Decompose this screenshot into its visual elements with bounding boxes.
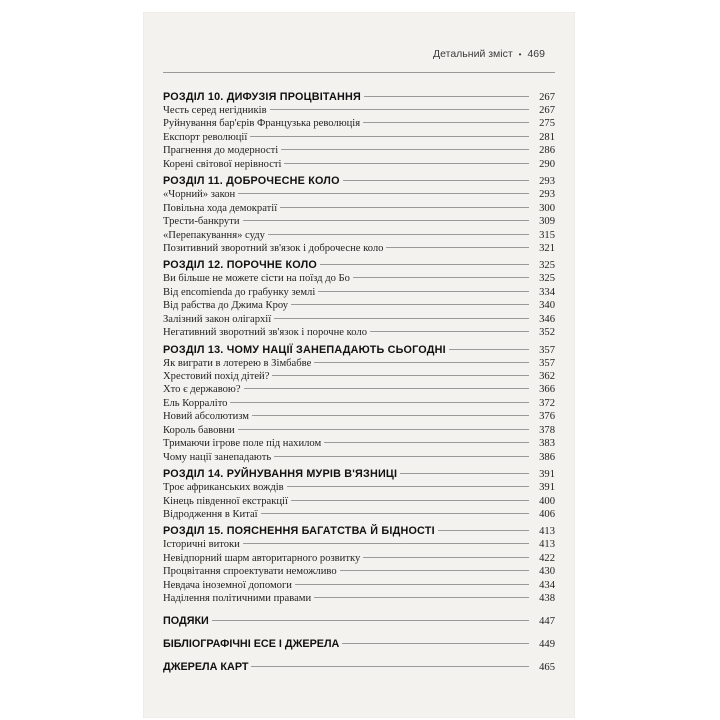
leader-line: [363, 557, 529, 558]
leader-line: [268, 234, 529, 235]
toc-section-page: 378: [539, 424, 555, 436]
leader-line: [270, 109, 529, 110]
toc-section-page: 309: [539, 216, 555, 228]
toc-section-page: 281: [539, 131, 555, 143]
leader-line: [449, 349, 529, 350]
toc-section-title: Хто є державою?: [163, 384, 241, 396]
toc-back-matter: [163, 637, 555, 652]
leader-line: [353, 277, 529, 278]
toc-section-title: Невдача іноземної допомоги: [163, 579, 292, 591]
toc-chapter-title: РОЗДІЛ 12. ПОРОЧНЕ КОЛО: [163, 259, 317, 272]
toc-chapter-title: РОЗДІЛ 11. ДОБРОЧЕСНЕ КОЛО: [163, 175, 340, 188]
toc-section-page: 406: [539, 508, 555, 520]
toc-section-page: 362: [539, 371, 555, 382]
leader-line: [342, 643, 529, 644]
toc-section: [163, 508, 555, 521]
toc-section-title: Відродження в Китаї: [163, 508, 258, 520]
leader-line: [212, 620, 529, 621]
toc-chapter: [163, 343, 555, 357]
leader-line: [438, 530, 529, 531]
toc-section: [163, 229, 555, 242]
table-of-contents: [163, 90, 555, 675]
leader-line: [400, 473, 529, 474]
leader-line: [291, 304, 529, 305]
leader-line: [314, 362, 529, 363]
toc-section-title: Від encomienda до грабунку землі: [163, 286, 316, 298]
toc-section-title: Кінець південної екстракції: [163, 495, 288, 507]
toc-back-matter: [163, 660, 555, 675]
toc-section-title: Від рабства до Джима Кроу: [163, 300, 289, 312]
leader-line: [281, 149, 529, 150]
toc-section-title: Повільна хода демократії: [163, 202, 278, 214]
toc-section-title: Негативний зворотний зв'язок і порочне коло: [163, 327, 367, 339]
toc-section: [163, 202, 555, 215]
toc-back-matter: [163, 614, 555, 629]
leader-line: [230, 402, 529, 403]
toc-section: [163, 299, 555, 312]
toc-section-page: 413: [539, 539, 555, 551]
toc-section-title: Ви більше не можете сісти на поїзд до Бо: [163, 273, 350, 285]
leader-line: [238, 429, 529, 430]
toc-section-title: Троє африканських вождів: [163, 482, 284, 494]
toc-chapter-page: 357: [539, 344, 555, 356]
toc-section-page: 300: [539, 202, 555, 214]
toc-section: [163, 481, 555, 494]
running-title: Детальний зміст: [433, 48, 513, 60]
toc-section-page: 366: [539, 384, 555, 396]
toc-section-title: «Перепакування» суду: [163, 229, 265, 241]
toc-section-page: 352: [539, 327, 555, 339]
toc-section-title: Невідпорний шарм авторитарного розвитку: [163, 552, 361, 564]
toc-section: [163, 397, 555, 410]
toc-section: [163, 131, 555, 144]
toc-back-matter-page: 465: [539, 661, 555, 673]
toc-section-title: Залізний закон олігархії: [163, 313, 272, 325]
leader-line: [252, 415, 529, 416]
toc-section-page: 315: [539, 229, 555, 241]
toc-section-page: 438: [539, 593, 555, 605]
leader-line: [251, 666, 529, 667]
leader-line: [364, 96, 529, 97]
toc-section: [163, 242, 555, 255]
toc-section-title: Руйнування бар'єрів Французька революція: [163, 118, 361, 130]
toc-section-title: Честь серед негідників: [163, 105, 267, 116]
leader-line: [250, 136, 529, 137]
toc-section: [163, 424, 555, 437]
toc-section-title: Як виграти в лотерею в Зімбабве: [163, 357, 312, 369]
leader-line: [386, 247, 529, 248]
toc-section: [163, 495, 555, 508]
toc-section-title: Прагнення до модерності: [163, 145, 279, 157]
leader-line: [343, 180, 529, 181]
toc-back-matter-title: ДЖЕРЕЛА КАРТ: [163, 660, 249, 673]
leader-line: [243, 220, 529, 221]
toc-section: [163, 552, 555, 565]
toc-chapter-page: 293: [539, 176, 555, 188]
toc-section-title: «Чорний» закон: [163, 189, 236, 201]
toc-section-title: Тримаючи ігрове поле під нахилом: [163, 438, 322, 450]
leader-line: [291, 500, 529, 501]
leader-line: [314, 597, 529, 598]
toc-section: [163, 313, 555, 326]
leader-line: [320, 264, 529, 265]
toc-section: [163, 410, 555, 423]
toc-section: [163, 158, 555, 171]
toc-section-title: Історичні витоки: [163, 539, 240, 551]
toc-chapter: [163, 90, 555, 104]
leader-line: [363, 122, 529, 123]
toc-section-page: 340: [539, 300, 555, 312]
leader-line: [284, 163, 529, 164]
leader-line: [243, 543, 529, 544]
leader-line: [274, 318, 529, 319]
toc-back-matter-page: 447: [539, 615, 555, 627]
leader-line: [238, 193, 529, 194]
toc-section-page: 400: [539, 495, 555, 507]
separator-dot: •: [518, 49, 522, 59]
toc-section-page: 275: [539, 118, 555, 130]
toc-section: [163, 565, 555, 578]
toc-section-title: Позитивний зворотний зв'язок і доброчесне коло: [163, 242, 384, 254]
leader-line: [261, 513, 529, 514]
leader-line: [272, 375, 529, 376]
toc-section: [163, 451, 555, 464]
toc-chapter-page: 391: [539, 469, 555, 481]
page-number: 469: [527, 48, 545, 60]
leader-line: [287, 486, 529, 487]
toc-section-page: 386: [539, 451, 555, 463]
toc-section: [163, 538, 555, 551]
running-head: [433, 48, 545, 60]
toc-back-matter-title: ПОДЯКИ: [163, 614, 209, 627]
toc-section: [163, 286, 555, 299]
toc-section: [163, 272, 555, 285]
toc-back-matter-page: 449: [539, 638, 555, 650]
toc-section-page: 430: [539, 566, 555, 578]
toc-section-page: 372: [539, 397, 555, 409]
toc-section: [163, 215, 555, 228]
toc-section-page: 391: [539, 482, 555, 494]
toc-section: [163, 188, 555, 201]
toc-section-page: 434: [539, 579, 555, 591]
toc-section-page: 267: [539, 105, 555, 116]
toc-chapter-title: РОЗДІЛ 13. ЧОМУ НАЦІЇ ЗАНЕПАДАЮТЬ СЬОГОДНІ: [163, 343, 446, 356]
toc-section: [163, 383, 555, 396]
header-rule: [163, 72, 555, 73]
toc-section-title: Хрестовий похід дітей?: [163, 371, 270, 382]
book-page: [143, 12, 575, 718]
leader-line: [295, 584, 529, 585]
toc-section-page: 325: [539, 273, 555, 285]
toc-section-page: 376: [539, 411, 555, 423]
toc-section: [163, 326, 555, 339]
toc-section-page: 321: [539, 242, 555, 254]
toc-back-matter-title: БІБЛІОГРАФІЧНІ ЕСЕ І ДЖЕРЕЛА: [163, 637, 340, 650]
toc-chapter: [163, 174, 555, 188]
toc-chapter: [163, 258, 555, 272]
toc-section-title: Наділення політичними правами: [163, 593, 312, 605]
leader-line: [318, 291, 529, 292]
leader-line: [274, 456, 529, 457]
toc-section-title: Корені світової нерівності: [163, 158, 282, 170]
toc-section: [163, 437, 555, 450]
toc-section-title: Трести-банкрути: [163, 216, 240, 228]
leader-line: [324, 442, 529, 443]
toc-section: [163, 357, 555, 370]
toc-section-title: Процвітання спроектувати неможливо: [163, 566, 337, 578]
toc-section-title: Король бавовни: [163, 424, 235, 436]
toc-chapter-page: 325: [539, 260, 555, 272]
leader-line: [280, 207, 529, 208]
toc-section: [163, 579, 555, 592]
toc-section: [163, 370, 555, 383]
toc-section-page: 346: [539, 313, 555, 325]
toc-chapter-title: РОЗДІЛ 10. ДИФУЗІЯ ПРОЦВІТАННЯ: [163, 91, 361, 103]
toc-chapter: [163, 524, 555, 538]
toc-section-page: 286: [539, 145, 555, 157]
toc-section: [163, 104, 555, 117]
leader-line: [244, 388, 529, 389]
toc-chapter-page: 413: [539, 526, 555, 538]
toc-section-page: 357: [539, 357, 555, 369]
toc-chapter-title: РОЗДІЛ 14. РУЙНУВАННЯ МУРІВ В'ЯЗНИЦІ: [163, 468, 398, 481]
toc-chapter-title: РОЗДІЛ 15. ПОЯСНЕННЯ БАГАТСТВА Й БІДНОСТІ: [163, 525, 435, 538]
toc-section-title: Ель Корраліто: [163, 397, 228, 409]
toc-section-title: Експорт революції: [163, 131, 248, 143]
toc-chapter-page: 267: [539, 92, 555, 103]
toc-section-page: 293: [539, 189, 555, 201]
toc-chapter: [163, 467, 555, 481]
leader-line: [340, 570, 529, 571]
toc-section: [163, 117, 555, 130]
toc-section-page: 383: [539, 438, 555, 450]
toc-section-page: 334: [539, 286, 555, 298]
toc-section-page: 290: [539, 158, 555, 170]
toc-section-page: 422: [539, 552, 555, 564]
toc-section: [163, 592, 555, 605]
toc-section-title: Чому нації занепадають: [163, 451, 272, 463]
toc-section-title: Новий абсолютизм: [163, 411, 249, 423]
leader-line: [370, 331, 529, 332]
toc-section: [163, 144, 555, 157]
